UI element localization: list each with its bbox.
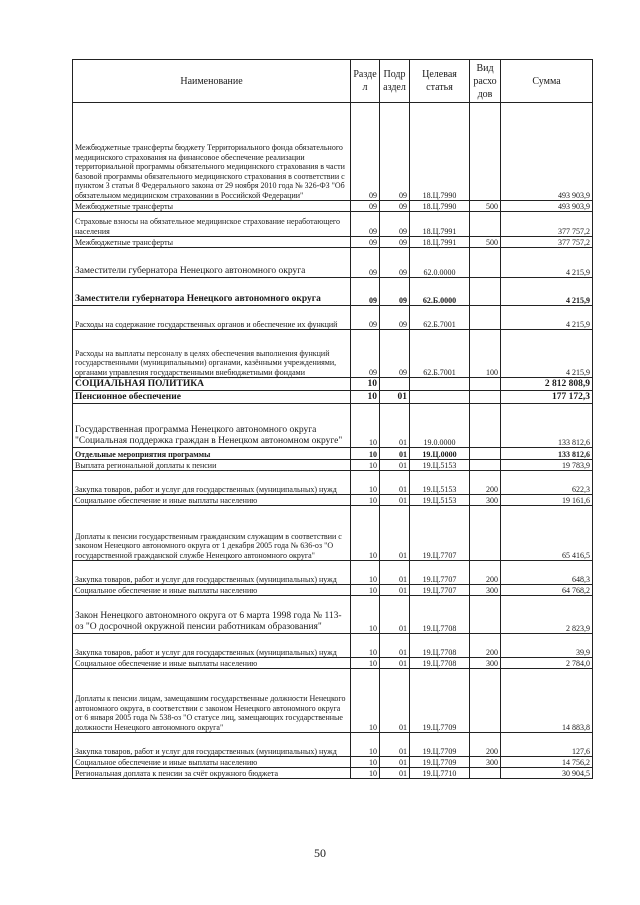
row-expense-type: 500	[470, 237, 501, 248]
row-article: 62.Б.0000	[410, 278, 470, 306]
row-expense-type: 300	[470, 495, 501, 506]
row-article: 19.Ц.7707	[410, 506, 470, 561]
row-name: Выплата региональной доплаты к пенсии	[73, 460, 351, 471]
row-article: 19.0.0000	[410, 404, 470, 448]
row-amount: 65 416,5	[501, 506, 593, 561]
table-row	[73, 103, 593, 201]
row-article: 18.Ц.7990	[410, 201, 470, 212]
row-section: 10	[351, 404, 380, 448]
row-name: Социальное обеспечение и иные выплаты населению	[73, 585, 351, 596]
row-name: Межбюджетные трансферты бюджету Территориального фонда обязательного медицинского страхования на финансовое обеспечение реализации территориальной программы обязательного медицинского страхования в части базовой программы обязательного медицинского страхования в соответствии с пунктом 3 статьи 8 Федерального закона от 29 ноября 2010 года № 326-ФЗ "Об обязательном медицинском страховании в Российской Федерации"	[73, 103, 351, 201]
row-name: Межбюджетные трансферты	[73, 201, 351, 212]
row-amount: 19 783,9	[501, 460, 593, 471]
row-section: 10	[351, 506, 380, 561]
row-subsection: 09	[380, 201, 410, 212]
table-row	[73, 658, 593, 669]
table-row	[73, 768, 593, 779]
row-name: Заместители губернатора Ненецкого автономного округа	[73, 278, 351, 306]
row-amount: 4 215,9	[501, 248, 593, 278]
budget-table	[72, 59, 593, 779]
row-article	[410, 378, 470, 391]
row-subsection	[380, 378, 410, 391]
row-subsection: 09	[380, 306, 410, 330]
row-subsection: 01	[380, 596, 410, 634]
row-section: 10	[351, 733, 380, 757]
row-article: 62.0.0000	[410, 248, 470, 278]
row-article: 18.Ц.7991	[410, 237, 470, 248]
row-name: Закон Ненецкого автономного округа от 6 марта 1998 года № 113-оз "О досрочной окружной пенсии работникам образования"	[73, 596, 351, 634]
table-row	[73, 330, 593, 378]
row-section: 10	[351, 596, 380, 634]
row-name: Закупка товаров, работ и услуг для государственных (муниципальных) нужд	[73, 561, 351, 585]
row-name: Доплаты к пенсии государственным гражданским служащим в соответствии с законом Ненецкого автономного округа от 1 декабря 2005 года № 636-оз "О государственной гражданской службе Ненецкого автономного округа"	[73, 506, 351, 561]
header-section: Разде л	[351, 60, 380, 103]
row-expense-type	[470, 103, 501, 201]
row-article: 18.Ц.7990	[410, 103, 470, 201]
row-article: 19.Ц.7708	[410, 596, 470, 634]
row-amount: 177 172,3	[501, 391, 593, 404]
row-amount: 377 757,2	[501, 212, 593, 237]
row-amount: 64 768,2	[501, 585, 593, 596]
row-article: 19.Ц.7708	[410, 634, 470, 658]
table-row	[73, 201, 593, 212]
row-amount: 377 757,2	[501, 237, 593, 248]
row-subsection: 01	[380, 506, 410, 561]
row-expense-type	[470, 768, 501, 779]
header-subsection: Подр аздел	[380, 60, 410, 103]
row-name: Социальное обеспечение и иные выплаты населению	[73, 658, 351, 669]
row-expense-type: 300	[470, 658, 501, 669]
row-section: 09	[351, 330, 380, 378]
row-amount: 4 215,9	[501, 306, 593, 330]
row-article: 19.Ц.7708	[410, 658, 470, 669]
row-expense-type	[470, 404, 501, 448]
row-amount: 39,9	[501, 634, 593, 658]
row-section: 09	[351, 103, 380, 201]
row-subsection: 01	[380, 495, 410, 506]
table-row	[73, 471, 593, 495]
table-row	[73, 757, 593, 768]
header-amount: Сумма	[501, 60, 593, 103]
row-expense-type	[470, 248, 501, 278]
table-row	[73, 669, 593, 733]
row-expense-type: 300	[470, 585, 501, 596]
row-expense-type: 200	[470, 471, 501, 495]
row-name: Закупка товаров, работ и услуг для государственных (муниципальных) нужд	[73, 733, 351, 757]
row-amount: 2 823,9	[501, 596, 593, 634]
table-row	[73, 237, 593, 248]
table-row	[73, 495, 593, 506]
header-name: Наименование	[73, 60, 351, 103]
row-article: 18.Ц.7991	[410, 212, 470, 237]
row-subsection: 01	[380, 391, 410, 404]
row-expense-type	[470, 378, 501, 391]
row-amount: 30 904,5	[501, 768, 593, 779]
row-article: 19.Ц.7709	[410, 669, 470, 733]
row-subsection: 01	[380, 561, 410, 585]
table-row	[73, 460, 593, 471]
row-amount: 14 883,8	[501, 669, 593, 733]
row-amount: 14 756,2	[501, 757, 593, 768]
table-row	[73, 378, 593, 391]
row-article: 19.Ц.7707	[410, 561, 470, 585]
row-subsection: 01	[380, 669, 410, 733]
row-subsection: 01	[380, 658, 410, 669]
row-amount: 493 903,9	[501, 201, 593, 212]
row-subsection: 09	[380, 248, 410, 278]
row-article: 19.Ц.7707	[410, 585, 470, 596]
table-row	[73, 448, 593, 460]
row-expense-type	[470, 596, 501, 634]
row-subsection: 09	[380, 278, 410, 306]
row-expense-type	[470, 669, 501, 733]
table-row	[73, 404, 593, 448]
row-section: 09	[351, 306, 380, 330]
row-name: СОЦИАЛЬНАЯ ПОЛИТИКА	[73, 378, 351, 391]
row-name: Расходы на выплаты персоналу в целях обеспечения выполнения функций государственными (муниципальными) органами, казёнными учреждениями, органами управления государственными внебюджетными фондами	[73, 330, 351, 378]
row-subsection: 01	[380, 448, 410, 460]
row-subsection: 01	[380, 757, 410, 768]
row-expense-type	[470, 278, 501, 306]
row-section: 10	[351, 378, 380, 391]
row-article: 19.Ц.7709	[410, 733, 470, 757]
table-row	[73, 248, 593, 278]
row-expense-type	[470, 506, 501, 561]
row-article: 19.Ц.7709	[410, 757, 470, 768]
row-section: 09	[351, 278, 380, 306]
row-section: 10	[351, 658, 380, 669]
header-article: Целевая статья	[410, 60, 470, 103]
table-row	[73, 733, 593, 757]
row-section: 09	[351, 201, 380, 212]
row-amount: 622,3	[501, 471, 593, 495]
table-row	[73, 212, 593, 237]
row-article: 62.Б.7001	[410, 306, 470, 330]
row-name: Расходы на содержание государственных органов и обеспечение их функций	[73, 306, 351, 330]
row-name: Региональная доплата к пенсии за счёт окружного бюджета	[73, 768, 351, 779]
row-subsection: 01	[380, 460, 410, 471]
row-amount: 2 784,0	[501, 658, 593, 669]
row-amount: 127,6	[501, 733, 593, 757]
row-subsection: 09	[380, 212, 410, 237]
row-subsection: 01	[380, 733, 410, 757]
row-amount: 133 812,6	[501, 404, 593, 448]
row-name: Закупка товаров, работ и услуг для государственных (муниципальных) нужд	[73, 634, 351, 658]
table-body	[73, 103, 593, 779]
row-expense-type	[470, 448, 501, 460]
table-row	[73, 278, 593, 306]
table-header-row	[73, 60, 593, 103]
row-amount: 2 812 808,9	[501, 378, 593, 391]
row-expense-type	[470, 391, 501, 404]
row-section: 10	[351, 471, 380, 495]
row-subsection: 01	[380, 471, 410, 495]
row-amount: 648,3	[501, 561, 593, 585]
row-expense-type: 300	[470, 757, 501, 768]
row-name: Межбюджетные трансферты	[73, 237, 351, 248]
table-row	[73, 391, 593, 404]
row-article: 19.Ц.5153	[410, 471, 470, 495]
row-section: 09	[351, 237, 380, 248]
row-subsection: 09	[380, 237, 410, 248]
row-name: Пенсионное обеспечение	[73, 391, 351, 404]
table-row	[73, 306, 593, 330]
row-section: 09	[351, 212, 380, 237]
table-row	[73, 506, 593, 561]
row-amount: 4 215,9	[501, 278, 593, 306]
row-section: 10	[351, 757, 380, 768]
row-name: Закупка товаров, работ и услуг для государственных (муниципальных) нужд	[73, 471, 351, 495]
row-amount: 493 903,9	[501, 103, 593, 201]
row-subsection: 09	[380, 103, 410, 201]
row-section: 10	[351, 495, 380, 506]
row-subsection: 01	[380, 634, 410, 658]
row-article: 19.Ц.5153	[410, 460, 470, 471]
row-section: 10	[351, 768, 380, 779]
row-article: 19.Ц.7710	[410, 768, 470, 779]
table-row	[73, 585, 593, 596]
row-section: 10	[351, 561, 380, 585]
row-subsection: 01	[380, 404, 410, 448]
row-expense-type	[470, 212, 501, 237]
row-section: 09	[351, 248, 380, 278]
row-section: 10	[351, 460, 380, 471]
row-name: Государственная программа Ненецкого автономного округа "Социальная поддержка граждан в Ненецком автономном округе"	[73, 404, 351, 448]
row-expense-type: 200	[470, 733, 501, 757]
row-article: 19.Ц.0000	[410, 448, 470, 460]
row-subsection: 01	[380, 768, 410, 779]
row-name: Социальное обеспечение и иные выплаты населению	[73, 495, 351, 506]
row-subsection: 09	[380, 330, 410, 378]
row-section: 10	[351, 634, 380, 658]
row-expense-type	[470, 460, 501, 471]
row-expense-type: 200	[470, 634, 501, 658]
page-number: 50	[314, 846, 326, 860]
row-subsection: 01	[380, 585, 410, 596]
row-section: 10	[351, 669, 380, 733]
row-article	[410, 391, 470, 404]
row-section: 10	[351, 585, 380, 596]
row-expense-type: 200	[470, 561, 501, 585]
row-article: 62.Б.7001	[410, 330, 470, 378]
table-row	[73, 561, 593, 585]
row-name: Социальное обеспечение и иные выплаты населению	[73, 757, 351, 768]
row-amount: 4 215,9	[501, 330, 593, 378]
table-row	[73, 634, 593, 658]
row-name: Отдельные мероприятия программы	[73, 448, 351, 460]
row-expense-type: 500	[470, 201, 501, 212]
row-section: 10	[351, 448, 380, 460]
header-expense-type: Вид расхо дов	[470, 60, 501, 103]
table-row	[73, 596, 593, 634]
row-expense-type: 100	[470, 330, 501, 378]
row-amount: 133 812,6	[501, 448, 593, 460]
row-name: Страховые взносы на обязательное медицинское страхование неработающего населения	[73, 212, 351, 237]
row-amount: 19 161,6	[501, 495, 593, 506]
row-name: Заместители губернатора Ненецкого автономного округа	[73, 248, 351, 278]
row-expense-type	[470, 306, 501, 330]
row-article: 19.Ц.5153	[410, 495, 470, 506]
row-section: 10	[351, 391, 380, 404]
row-name: Доплаты к пенсии лицам, замещавшим государственные должности Ненецкого автономного округа, в соответствии с законом Ненецкого автономного округа от 6 января 2005 года № 538-оз "О статусе лиц, замещающих государственные должности Ненецкого автономного округа"	[73, 669, 351, 733]
